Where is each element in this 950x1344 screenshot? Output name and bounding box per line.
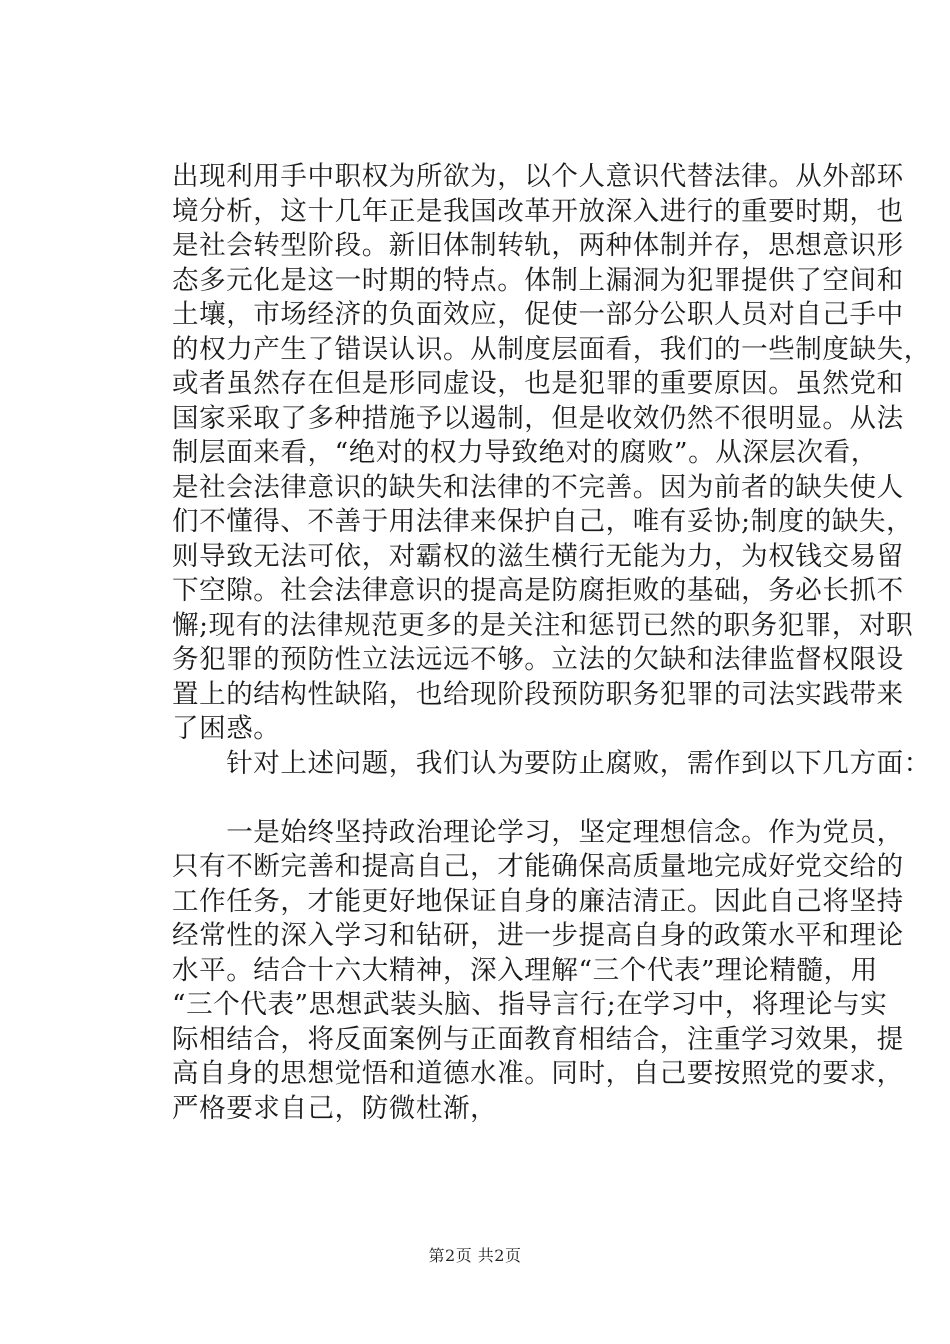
- text-line: 高自身的思想觉悟和道德水准。同时，自己要按照党的要求，: [172, 1058, 904, 1089]
- text-line: 们不懂得、不善于用法律来保护自己，唯有妥协;制度的缺失，: [172, 506, 914, 537]
- text-line: 水平。结合十六大精神，深入理解“三个代表”理论精髓，用: [172, 954, 878, 986]
- text-line: 置上的结构性缺陷，也给现阶段预防职务犯罪的司法实践带来: [172, 678, 904, 710]
- text-line: 是社会法律意识的缺失和法律的不完善。因为前者的缺失使人: [172, 471, 904, 503]
- text-line: 工作任务，才能更好地保证自身的廉洁清正。因此自己将坚持: [172, 885, 904, 917]
- text-line: 一是始终坚持政治理论学习，坚定理想信念。作为党员，: [172, 816, 904, 848]
- text-line: 针对上述问题，我们认为要防止腐败，需作到以下几方面：: [172, 747, 931, 779]
- text-line: 制层面来看，“绝对的权力导致绝对的腐败”。从深层次看，: [172, 437, 878, 468]
- text-line: 出现利用手中职权为所欲为，以个人意识代替法律。从外部环: [172, 161, 904, 192]
- text-line: 态多元化是这一时期的特点。体制上漏洞为犯罪提供了空间和: [172, 264, 904, 296]
- text-line: 务犯罪的预防性立法远远不够。立法的欠缺和法律监督权限设: [172, 644, 904, 675]
- text-line: 经常性的深入学习和钻研，进一步提高自身的政策水平和理论: [172, 920, 904, 951]
- paragraph-gap: [172, 781, 862, 816]
- text-line: 境分析，这十几年正是我国改革开放深入进行的重要时期，也: [172, 195, 904, 227]
- text-line: 是社会转型阶段。新旧体制转轨，两种体制并存，思想意识形: [172, 230, 904, 261]
- text-line: 懈;现有的法律规范更多的是关注和惩罚已然的职务犯罪，对职: [172, 609, 914, 641]
- text-line: 的权力产生了错误认识。从制度层面看，我们的一些制度缺失，: [172, 333, 931, 365]
- text-line: 下空隙。社会法律意识的提高是防腐拒败的基础，务必长抓不: [172, 575, 904, 606]
- page-number-footer: 第2页 共2页: [428, 1246, 522, 1265]
- paragraph-3: [172, 816, 904, 1127]
- text-line: 则导致无法可依，对霸权的滋生横行无能为力，为权钱交易留: [172, 540, 904, 572]
- text-line: “三个代表”思想武装头脑、指导言行;在学习中，将理论与实: [172, 989, 888, 1020]
- paragraph-1: [172, 160, 931, 747]
- text-line: 际相结合，将反面案例与正面教育相结合，注重学习效果，提: [172, 1023, 904, 1055]
- text-line: 土壤，市场经济的负面效应，促使一部分公职人员对自己手中: [172, 299, 904, 330]
- paragraph-2: [172, 747, 931, 782]
- document-body: [172, 160, 931, 1126]
- text-line: 国家采取了多种措施予以遏制，但是收效仍然不很明显。从法: [172, 402, 904, 434]
- text-line: 了困惑。: [172, 713, 281, 744]
- text-line: 只有不断完善和提高自己，才能确保高质量地完成好党交给的: [172, 851, 904, 882]
- text-line: 严格要求自己，防微杜渐，: [172, 1092, 498, 1124]
- text-line: 或者虽然存在但是形同虚设，也是犯罪的重要原因。虽然党和: [172, 368, 904, 399]
